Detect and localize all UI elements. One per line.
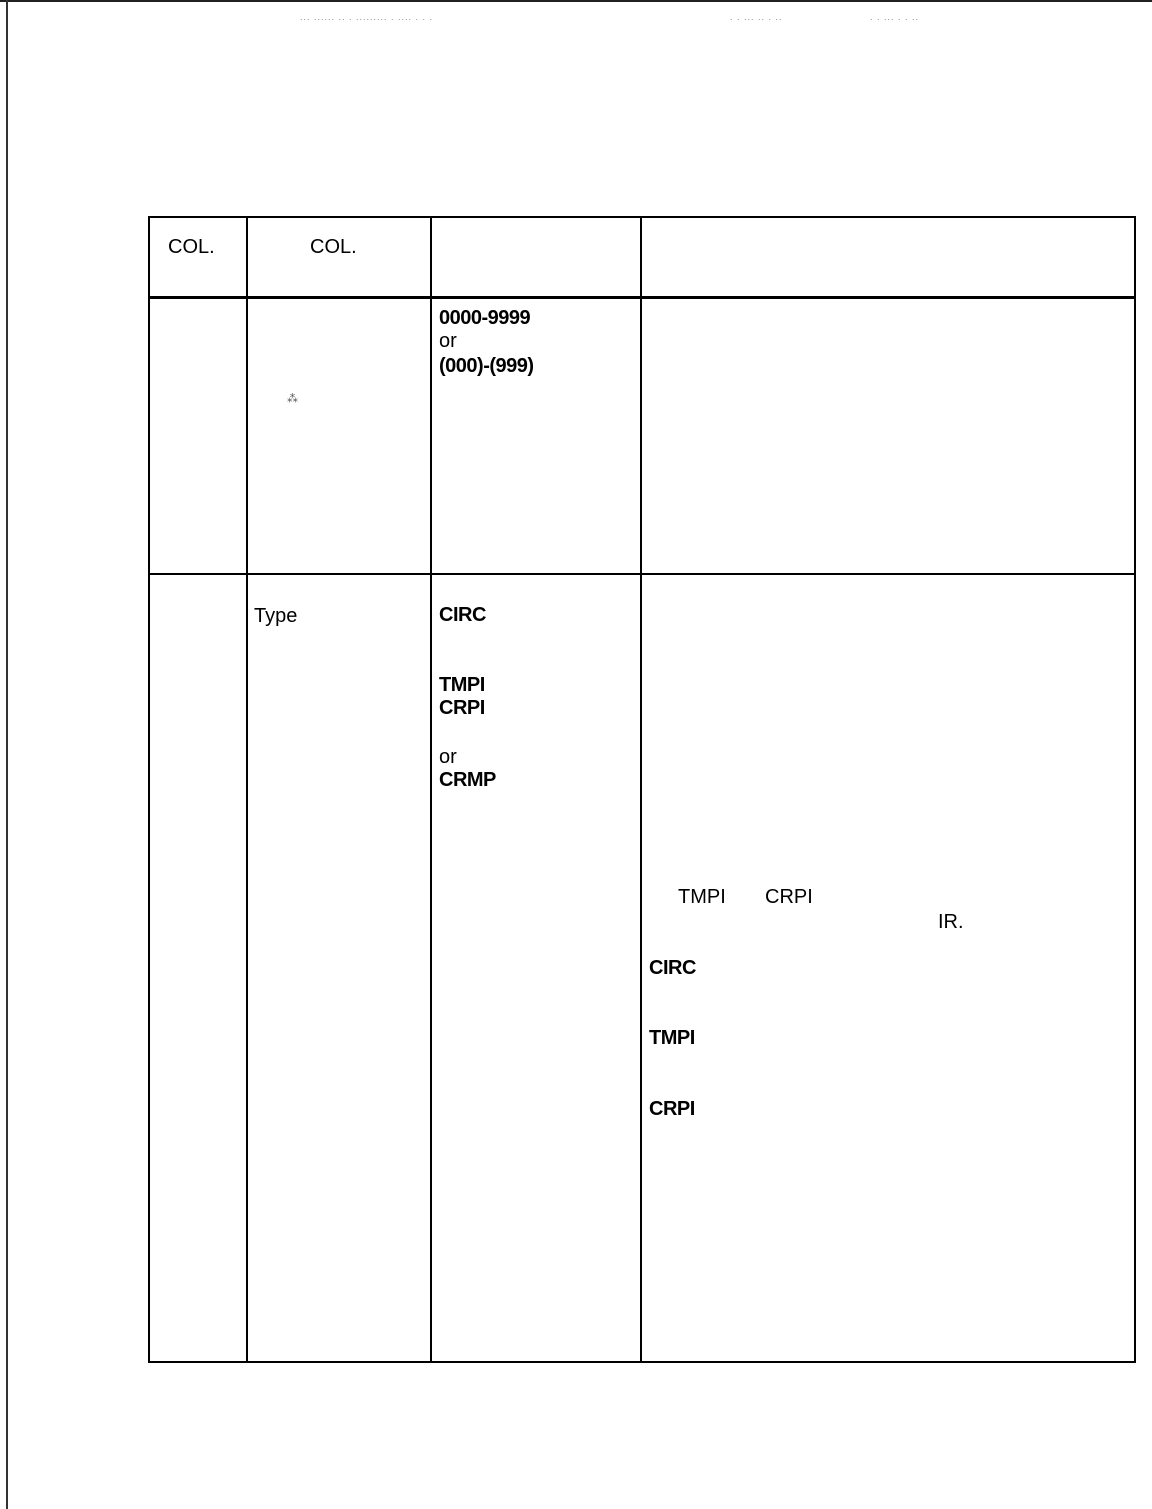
range-or: or	[439, 330, 457, 352]
option-circ: CIRC	[439, 604, 486, 626]
desc-term-tmpi: TMPI	[649, 1027, 695, 1049]
desc-term-circ: CIRC	[649, 957, 696, 979]
header-noise-left: ... ...... .. . ......... . .... . . .	[300, 12, 434, 22]
desc-fragment-ir: IR.	[938, 911, 964, 933]
col-border-3	[640, 216, 642, 1363]
header-noise-middle: . . ... .. . ..	[730, 12, 783, 22]
type-label: Type	[254, 605, 298, 627]
col-border-left	[148, 216, 150, 1363]
option-tmpi: TMPI	[439, 674, 485, 696]
desc-fragment-tmpi: TMPI	[678, 886, 726, 908]
option-crmp: CRMP	[439, 769, 496, 791]
header-noise-right: . . ... . . ..	[870, 12, 920, 22]
range-value: 0000-9999	[439, 307, 531, 329]
table-top-border	[148, 216, 1136, 218]
table-bottom-border	[148, 1361, 1136, 1363]
header-col1: COL.	[168, 236, 215, 258]
header-col2: COL.	[310, 236, 357, 258]
col-border-1	[246, 216, 248, 1363]
header-separator	[148, 296, 1136, 299]
col-border-2	[430, 216, 432, 1363]
option-or: or	[439, 746, 457, 768]
row-separator	[148, 573, 1136, 575]
range-value-paren: (000)-(999)	[439, 355, 534, 377]
option-crpi: CRPI	[439, 697, 485, 719]
scan-smudge: ⁂	[287, 393, 298, 405]
top-border	[0, 0, 1152, 2]
desc-fragment-crpi: CRPI	[765, 886, 813, 908]
col-border-right	[1134, 216, 1136, 1363]
desc-term-crpi: CRPI	[649, 1098, 695, 1120]
left-border	[6, 0, 8, 1509]
